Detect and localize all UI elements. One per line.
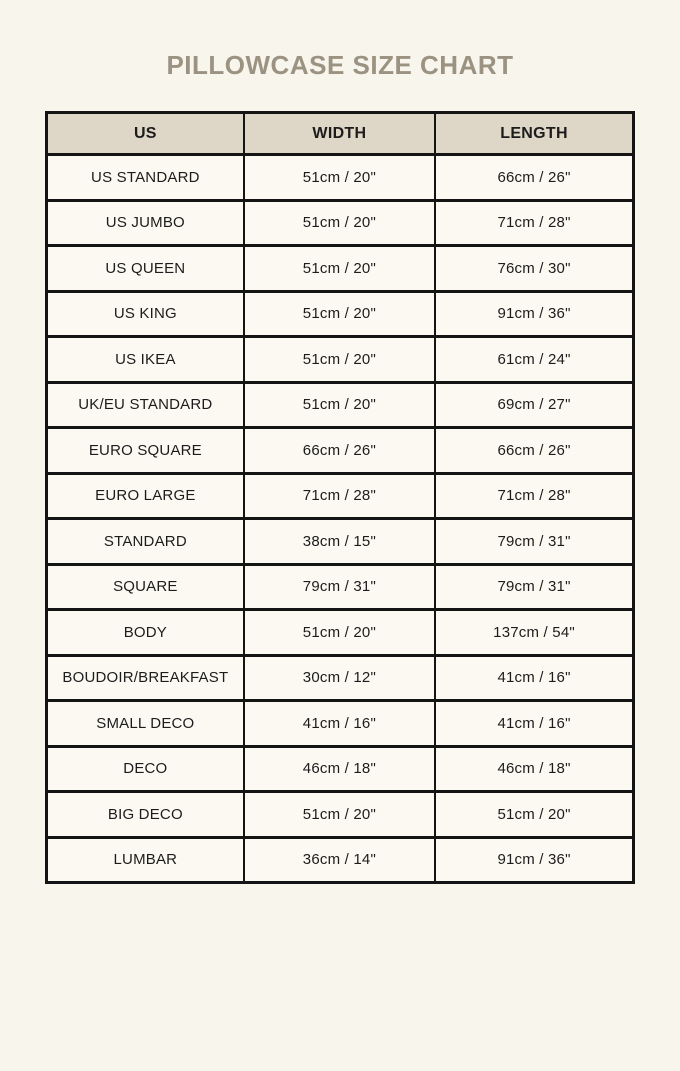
table-row [47, 655, 634, 701]
size-value-cell: 46cm / 18" [244, 746, 435, 792]
size-value-cell: 51cm / 20" [244, 382, 435, 428]
column-header: US [47, 113, 244, 155]
size-value-cell: 69cm / 27" [435, 382, 633, 428]
column-header: WIDTH [244, 113, 435, 155]
size-value-cell: 51cm / 20" [244, 155, 435, 201]
size-value-cell: 71cm / 28" [244, 473, 435, 519]
size-name-cell: SMALL DECO [47, 701, 244, 747]
pillowcase-size-chart-page [0, 50, 680, 1071]
size-name-cell: US STANDARD [47, 155, 244, 201]
size-name-cell: EURO LARGE [47, 473, 244, 519]
size-value-cell: 38cm / 15" [244, 519, 435, 565]
table-row [47, 792, 634, 838]
size-value-cell: 79cm / 31" [435, 564, 633, 610]
size-name-cell: BOUDOIR/BREAKFAST [47, 655, 244, 701]
table-row [47, 428, 634, 474]
size-chart-table [45, 111, 635, 884]
table-row [47, 200, 634, 246]
column-header: LENGTH [435, 113, 633, 155]
size-value-cell: 51cm / 20" [244, 200, 435, 246]
table-row [47, 746, 634, 792]
table-row [47, 519, 634, 565]
size-value-cell: 51cm / 20" [244, 337, 435, 383]
size-value-cell: 137cm / 54" [435, 610, 633, 656]
table-row [47, 155, 634, 201]
size-name-cell: US JUMBO [47, 200, 244, 246]
table-row [47, 837, 634, 883]
size-value-cell: 51cm / 20" [244, 792, 435, 838]
size-value-cell: 41cm / 16" [244, 701, 435, 747]
table-row [47, 291, 634, 337]
size-name-cell: US IKEA [47, 337, 244, 383]
size-value-cell: 51cm / 20" [435, 792, 633, 838]
size-name-cell: US QUEEN [47, 246, 244, 292]
size-name-cell: EURO SQUARE [47, 428, 244, 474]
table-row [47, 564, 634, 610]
size-value-cell: 41cm / 16" [435, 701, 633, 747]
size-name-cell: LUMBAR [47, 837, 244, 883]
size-name-cell: BODY [47, 610, 244, 656]
size-value-cell: 51cm / 20" [244, 610, 435, 656]
table-header-row [47, 113, 634, 155]
size-value-cell: 46cm / 18" [435, 746, 633, 792]
table-row [47, 337, 634, 383]
table-row [47, 701, 634, 747]
size-value-cell: 30cm / 12" [244, 655, 435, 701]
size-value-cell: 36cm / 14" [244, 837, 435, 883]
table-body [47, 155, 634, 883]
size-value-cell: 76cm / 30" [435, 246, 633, 292]
size-value-cell: 91cm / 36" [435, 291, 633, 337]
size-value-cell: 91cm / 36" [435, 837, 633, 883]
table-row [47, 610, 634, 656]
size-value-cell: 71cm / 28" [435, 473, 633, 519]
size-value-cell: 41cm / 16" [435, 655, 633, 701]
size-name-cell: STANDARD [47, 519, 244, 565]
size-value-cell: 71cm / 28" [435, 200, 633, 246]
size-value-cell: 66cm / 26" [435, 155, 633, 201]
size-name-cell: US KING [47, 291, 244, 337]
size-name-cell: SQUARE [47, 564, 244, 610]
page-title: PILLOWCASE SIZE CHART [166, 50, 514, 80]
table-row [47, 246, 634, 292]
table-row [47, 382, 634, 428]
size-value-cell: 66cm / 26" [435, 428, 633, 474]
size-name-cell: DECO [47, 746, 244, 792]
size-value-cell: 61cm / 24" [435, 337, 633, 383]
size-value-cell: 51cm / 20" [244, 291, 435, 337]
size-value-cell: 79cm / 31" [435, 519, 633, 565]
size-name-cell: UK/EU STANDARD [47, 382, 244, 428]
size-value-cell: 79cm / 31" [244, 564, 435, 610]
size-value-cell: 51cm / 20" [244, 246, 435, 292]
size-value-cell: 66cm / 26" [244, 428, 435, 474]
size-name-cell: BIG DECO [47, 792, 244, 838]
table-row [47, 473, 634, 519]
